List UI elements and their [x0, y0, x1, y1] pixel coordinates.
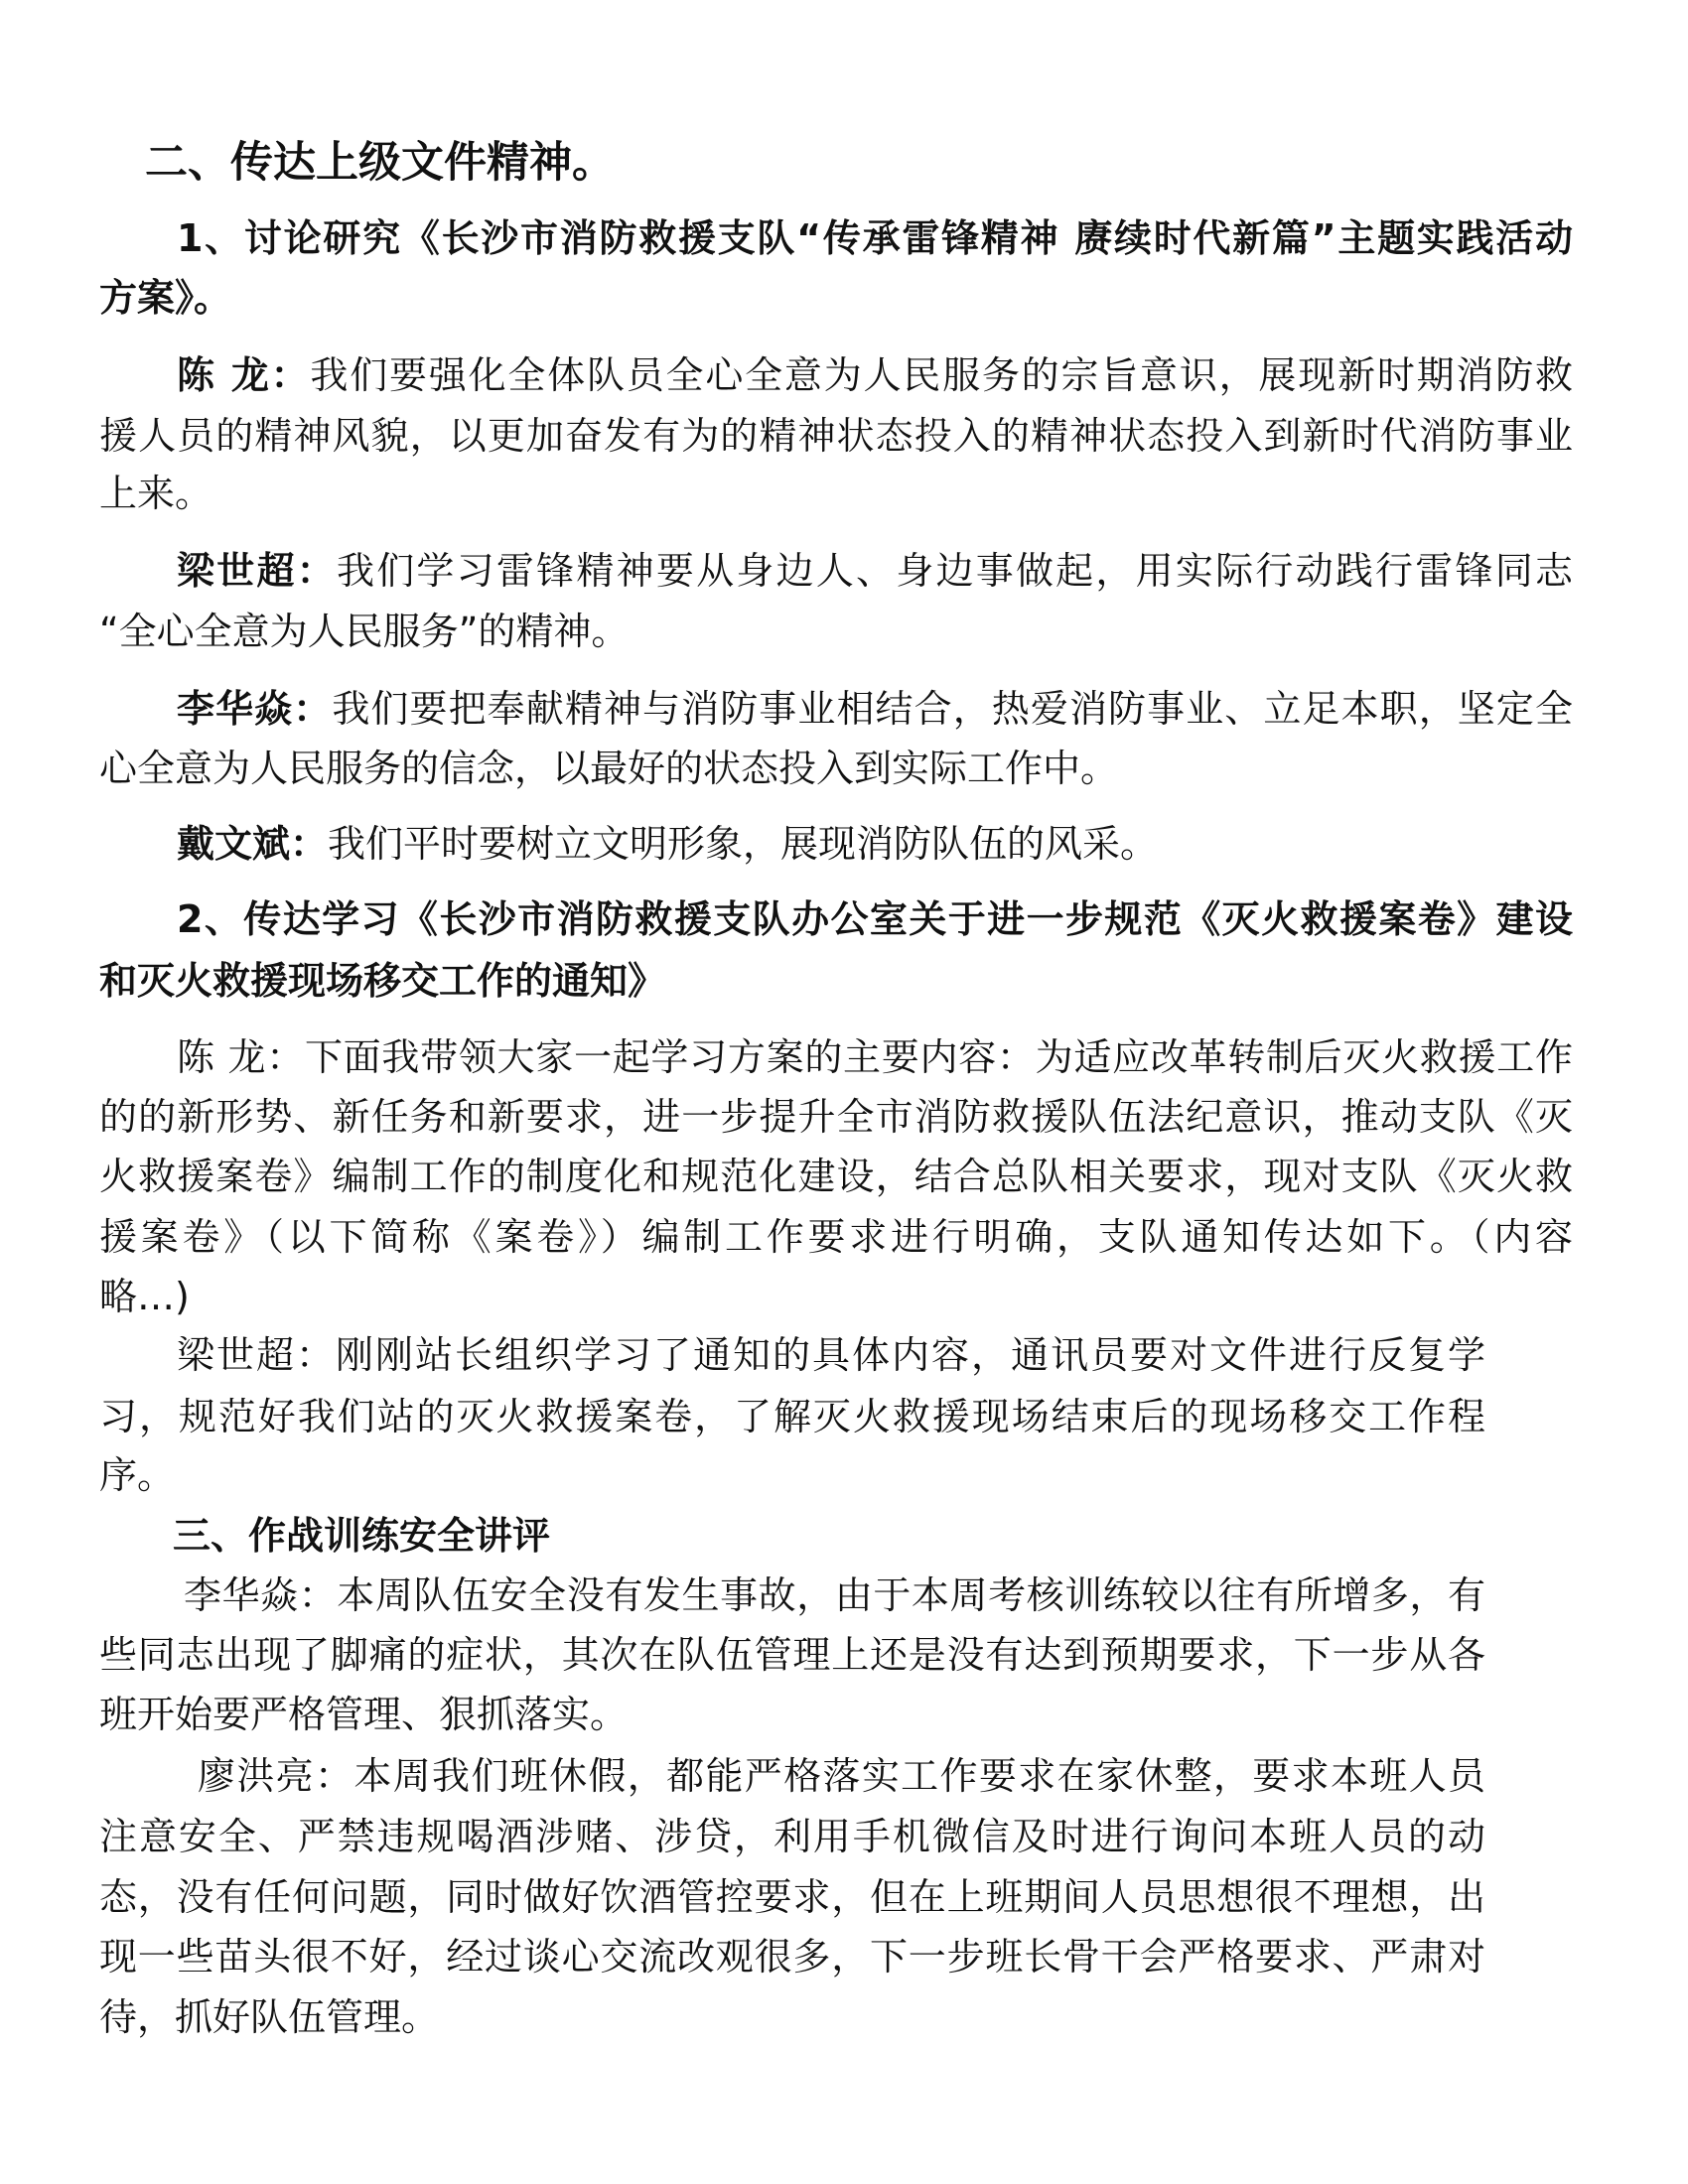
speech-text: 梁世超：刚刚站长组织学习了通知的具体内容，通讯员要对文件进行反复学: [177, 1333, 1485, 1377]
speech-text: 我们平时要树立文明形象，展现消防队伍的风采。: [328, 822, 1159, 866]
item-2-title: 2、传达学习《长沙市消防救援支队办公室关于进一步规范《灭火救援案卷》建设: [177, 897, 1573, 941]
speech-text: 略…): [99, 1275, 190, 1318]
speech-text: 态，没有任何问题，同时做好饮酒管控要求，但在上班期间人员思想很不理想，出: [99, 1875, 1485, 1919]
speech-text: 援人员的精神风貌，以更加奋发有为的精神状态投入的精神状态投入到新时代消防事业: [99, 414, 1573, 458]
speech-text: 我们学习雷锋精神要从身边人、身边事做起，用实际行动践行雷锋同志: [336, 549, 1573, 593]
speech-text: 些同志出现了脚痛的症状，其次在队伍管理上还是没有达到预期要求，下一步从各: [99, 1633, 1485, 1677]
paragraph-speech: [177, 345, 1573, 406]
speech-text: 上来。: [99, 472, 213, 515]
speech-text: 李华焱：本周队伍安全没有发生事故，由于本周考核训练较以往有所增多，有: [184, 1573, 1485, 1617]
speech-text: 班开始要严格管理、狠抓落实。: [99, 1693, 629, 1736]
item-1-title: 1、讨论研究《长沙市消防救援支队“传承雷锋精神 赓续时代新篇”主题实践活动: [177, 216, 1573, 260]
speech-text: 我们要强化全体队员全心全意为人民服务的宗旨意识，展现新时期消防救: [310, 353, 1573, 397]
speaker-name: 梁世超：: [177, 549, 337, 593]
speech-text: 廖洪亮：本周我们班休假，都能严格落实工作要求在家休整，要求本班人员: [198, 1754, 1485, 1798]
speech-text: 待，抓好队伍管理。: [99, 1995, 440, 2039]
item-1-title: 方案》。: [99, 276, 232, 320]
speech-text: 我们要把奉献精神与消防事业相结合，热爱消防事业、立足本职，坚定全: [332, 687, 1573, 731]
speaker-name: 戴文斌：: [177, 822, 329, 866]
section-heading-2: 二、传达上级文件精神。: [145, 138, 615, 188]
speech-text: 援案卷》（以下简称《案卷》）编制工作要求进行明确，支队通知传达如下。（内容: [99, 1215, 1573, 1259]
speech-text: 现一些苗头很不好，经过谈心交流改观很多，下一步班长骨干会严格要求、严肃对: [99, 1935, 1485, 1979]
paragraph-speech: [177, 814, 1650, 875]
speech-text: 习，规范好我们站的灭火救援案卷，了解灭火救援现场结束后的现场移交工作程: [99, 1395, 1485, 1438]
speech-text: 心全意为人民服务的信念，以最好的状态投入到实际工作中。: [99, 747, 1119, 790]
speech-text: “全心全意为人民服务”的精神。: [99, 610, 630, 653]
speech-text: 火救援案卷》编制工作的制度化和规范化建设，结合总队相关要求，现对支队《灭火救: [99, 1155, 1573, 1198]
speaker-name: 李华焱：: [177, 687, 333, 731]
speech-text: 陈 龙：下面我带领大家一起学习方案的主要内容：为适应改革转制后灭火救援工作: [177, 1035, 1573, 1079]
section-heading-3: 三、作战训练安全讲评: [173, 1514, 551, 1558]
speech-text: 序。: [99, 1453, 176, 1497]
speech-text: 的的新形势、新任务和新要求，进一步提升全市消防救援队伍法纪意识，推动支队《灭: [99, 1095, 1573, 1139]
speaker-name: 陈 龙：: [177, 353, 311, 397]
paragraph-speech: [177, 679, 1573, 740]
item-2-title: 和灭火救援现场移交工作的通知》: [99, 959, 666, 1003]
paragraph-speech: [177, 541, 1573, 602]
speech-text: 注意安全、严禁违规喝酒涉赌、涉贷，利用手机微信及时进行询问本班人员的动: [99, 1815, 1485, 1858]
